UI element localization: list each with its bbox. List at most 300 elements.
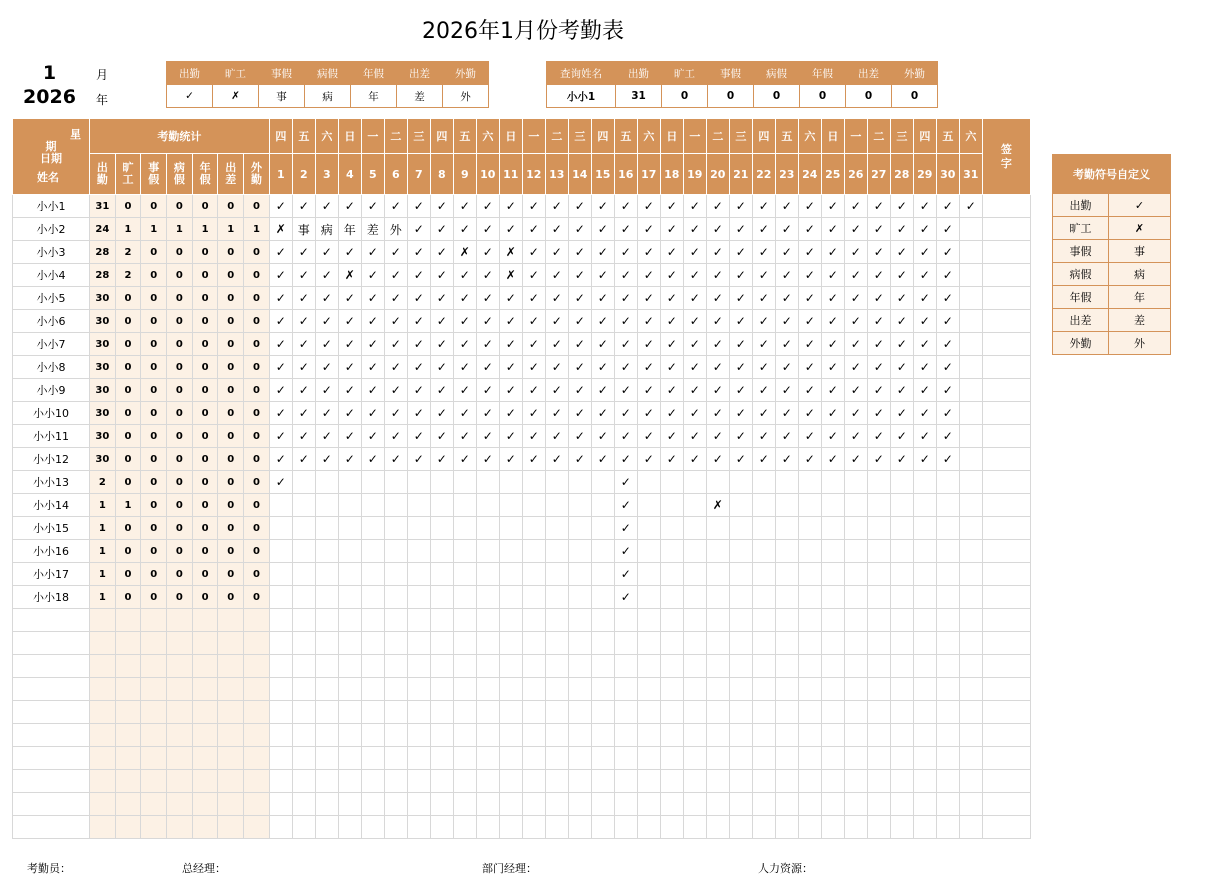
- empty-mark-cell[interactable]: [729, 770, 752, 793]
- empty-mark-cell[interactable]: [821, 678, 844, 701]
- attendance-mark-cell[interactable]: ✓: [315, 402, 338, 425]
- attendance-mark-cell[interactable]: ✓: [591, 287, 614, 310]
- attendance-mark-cell[interactable]: ✓: [867, 425, 890, 448]
- empty-mark-cell[interactable]: [683, 724, 706, 747]
- attendance-mark-cell[interactable]: ✓: [361, 333, 384, 356]
- empty-mark-cell[interactable]: [430, 609, 453, 632]
- empty-mark-cell[interactable]: [637, 632, 660, 655]
- empty-mark-cell[interactable]: [476, 678, 499, 701]
- empty-mark-cell[interactable]: [844, 701, 867, 724]
- attendance-mark-cell[interactable]: ✓: [614, 540, 637, 563]
- attendance-mark-cell[interactable]: ✓: [729, 195, 752, 218]
- empty-mark-cell[interactable]: [361, 770, 384, 793]
- empty-mark-cell[interactable]: [913, 770, 936, 793]
- empty-mark-cell[interactable]: [844, 678, 867, 701]
- attendance-mark-cell[interactable]: ✓: [476, 333, 499, 356]
- attendance-mark-cell[interactable]: ✓: [798, 425, 821, 448]
- signature-cell[interactable]: [982, 724, 1030, 747]
- empty-mark-cell[interactable]: [430, 816, 453, 839]
- attendance-mark-cell[interactable]: ✓: [821, 379, 844, 402]
- attendance-mark-cell[interactable]: ✓: [729, 333, 752, 356]
- empty-mark-cell[interactable]: [545, 724, 568, 747]
- attendance-mark-cell[interactable]: ✓: [913, 195, 936, 218]
- empty-mark-cell[interactable]: [614, 724, 637, 747]
- empty-mark-cell[interactable]: [614, 701, 637, 724]
- empty-mark-cell[interactable]: [338, 816, 361, 839]
- attendance-mark-cell[interactable]: [545, 586, 568, 609]
- empty-mark-cell[interactable]: [476, 724, 499, 747]
- attendance-mark-cell[interactable]: [867, 563, 890, 586]
- attendance-mark-cell[interactable]: ✓: [660, 448, 683, 471]
- empty-mark-cell[interactable]: [660, 655, 683, 678]
- empty-mark-cell[interactable]: [499, 632, 522, 655]
- symbol-glyph[interactable]: 外: [1109, 332, 1171, 355]
- empty-mark-cell[interactable]: [591, 793, 614, 816]
- attendance-mark-cell[interactable]: ✓: [752, 264, 775, 287]
- attendance-mark-cell[interactable]: ✓: [476, 310, 499, 333]
- empty-mark-cell[interactable]: [660, 724, 683, 747]
- attendance-mark-cell[interactable]: [292, 471, 315, 494]
- attendance-mark-cell[interactable]: [798, 563, 821, 586]
- attendance-mark-cell[interactable]: ✓: [430, 218, 453, 241]
- attendance-mark-cell[interactable]: ✓: [867, 448, 890, 471]
- signature-cell[interactable]: [982, 517, 1030, 540]
- empty-mark-cell[interactable]: [384, 678, 407, 701]
- attendance-mark-cell[interactable]: ✗: [338, 264, 361, 287]
- empty-mark-cell[interactable]: [798, 632, 821, 655]
- attendance-mark-cell[interactable]: [361, 494, 384, 517]
- empty-mark-cell[interactable]: [729, 678, 752, 701]
- attendance-mark-cell[interactable]: [729, 517, 752, 540]
- attendance-mark-cell[interactable]: [729, 540, 752, 563]
- attendance-mark-cell[interactable]: [798, 494, 821, 517]
- attendance-mark-cell[interactable]: ✓: [775, 402, 798, 425]
- empty-mark-cell[interactable]: [890, 793, 913, 816]
- attendance-mark-cell[interactable]: ✓: [683, 356, 706, 379]
- attendance-mark-cell[interactable]: [545, 517, 568, 540]
- attendance-mark-cell[interactable]: ✓: [430, 264, 453, 287]
- signature-cell[interactable]: [982, 770, 1030, 793]
- attendance-mark-cell[interactable]: [683, 471, 706, 494]
- attendance-mark-cell[interactable]: [867, 540, 890, 563]
- attendance-mark-cell[interactable]: ✓: [660, 333, 683, 356]
- empty-mark-cell[interactable]: [614, 770, 637, 793]
- attendance-mark-cell[interactable]: ✓: [430, 195, 453, 218]
- empty-mark-cell[interactable]: [752, 724, 775, 747]
- attendance-mark-cell[interactable]: ✓: [775, 195, 798, 218]
- attendance-mark-cell[interactable]: [269, 494, 292, 517]
- attendance-mark-cell[interactable]: ✓: [269, 471, 292, 494]
- attendance-mark-cell[interactable]: ✓: [384, 264, 407, 287]
- empty-mark-cell[interactable]: [706, 632, 729, 655]
- attendance-mark-cell[interactable]: ✓: [821, 264, 844, 287]
- attendance-mark-cell[interactable]: ✓: [338, 379, 361, 402]
- attendance-mark-cell[interactable]: ✓: [269, 310, 292, 333]
- attendance-mark-cell[interactable]: ✓: [453, 310, 476, 333]
- empty-mark-cell[interactable]: [752, 816, 775, 839]
- attendance-mark-cell[interactable]: ✓: [821, 333, 844, 356]
- signature-cell[interactable]: [982, 310, 1030, 333]
- attendance-mark-cell[interactable]: ✓: [752, 333, 775, 356]
- attendance-mark-cell[interactable]: ✓: [453, 287, 476, 310]
- empty-mark-cell[interactable]: [361, 724, 384, 747]
- empty-mark-cell[interactable]: [269, 678, 292, 701]
- symbol-glyph[interactable]: 年: [1109, 286, 1171, 309]
- attendance-mark-cell[interactable]: [959, 379, 982, 402]
- attendance-mark-cell[interactable]: ✓: [338, 310, 361, 333]
- attendance-mark-cell[interactable]: [959, 586, 982, 609]
- empty-mark-cell[interactable]: [936, 701, 959, 724]
- attendance-mark-cell[interactable]: ✓: [867, 241, 890, 264]
- attendance-mark-cell[interactable]: [522, 586, 545, 609]
- attendance-mark-cell[interactable]: ✓: [798, 310, 821, 333]
- empty-mark-cell[interactable]: [384, 724, 407, 747]
- empty-mark-cell[interactable]: [936, 655, 959, 678]
- attendance-mark-cell[interactable]: [706, 540, 729, 563]
- attendance-mark-cell[interactable]: ✓: [568, 402, 591, 425]
- attendance-mark-cell[interactable]: ✓: [729, 448, 752, 471]
- attendance-mark-cell[interactable]: [315, 517, 338, 540]
- attendance-mark-cell[interactable]: ✓: [453, 195, 476, 218]
- attendance-mark-cell[interactable]: [476, 586, 499, 609]
- month-value[interactable]: 1: [42, 62, 57, 84]
- attendance-mark-cell[interactable]: [844, 563, 867, 586]
- empty-mark-cell[interactable]: [338, 724, 361, 747]
- empty-mark-cell[interactable]: [315, 632, 338, 655]
- attendance-mark-cell[interactable]: [338, 563, 361, 586]
- attendance-mark-cell[interactable]: [315, 563, 338, 586]
- attendance-mark-cell[interactable]: ✓: [568, 287, 591, 310]
- empty-mark-cell[interactable]: [867, 793, 890, 816]
- empty-mark-cell[interactable]: [913, 747, 936, 770]
- attendance-mark-cell[interactable]: [522, 563, 545, 586]
- empty-mark-cell[interactable]: [499, 701, 522, 724]
- empty-mark-cell[interactable]: [706, 770, 729, 793]
- empty-mark-cell[interactable]: [775, 724, 798, 747]
- attendance-mark-cell[interactable]: [821, 517, 844, 540]
- attendance-mark-cell[interactable]: ✓: [775, 241, 798, 264]
- attendance-mark-cell[interactable]: ✓: [292, 448, 315, 471]
- attendance-mark-cell[interactable]: [269, 517, 292, 540]
- attendance-mark-cell[interactable]: ✓: [614, 333, 637, 356]
- attendance-mark-cell[interactable]: ✓: [476, 218, 499, 241]
- attendance-mark-cell[interactable]: [959, 448, 982, 471]
- attendance-mark-cell[interactable]: ✓: [453, 333, 476, 356]
- attendance-mark-cell[interactable]: ✓: [660, 218, 683, 241]
- attendance-mark-cell[interactable]: 差: [361, 218, 384, 241]
- empty-mark-cell[interactable]: [269, 724, 292, 747]
- attendance-mark-cell[interactable]: [775, 517, 798, 540]
- empty-mark-cell[interactable]: [292, 793, 315, 816]
- empty-mark-cell[interactable]: [890, 609, 913, 632]
- attendance-mark-cell[interactable]: ✓: [752, 379, 775, 402]
- attendance-mark-cell[interactable]: [706, 586, 729, 609]
- empty-mark-cell[interactable]: [959, 655, 982, 678]
- signature-cell[interactable]: [982, 264, 1030, 287]
- empty-mark-cell[interactable]: [522, 632, 545, 655]
- empty-mark-cell[interactable]: [821, 816, 844, 839]
- empty-mark-cell[interactable]: [476, 632, 499, 655]
- attendance-mark-cell[interactable]: ✓: [384, 448, 407, 471]
- empty-mark-cell[interactable]: [936, 793, 959, 816]
- attendance-mark-cell[interactable]: [407, 494, 430, 517]
- attendance-mark-cell[interactable]: ✓: [660, 356, 683, 379]
- attendance-mark-cell[interactable]: ✓: [361, 310, 384, 333]
- empty-mark-cell[interactable]: [499, 655, 522, 678]
- signature-cell[interactable]: [982, 287, 1030, 310]
- attendance-mark-cell[interactable]: ✓: [292, 241, 315, 264]
- attendance-mark-cell[interactable]: ✓: [637, 310, 660, 333]
- year-value[interactable]: 2026: [23, 86, 76, 108]
- attendance-mark-cell[interactable]: [867, 517, 890, 540]
- empty-mark-cell[interactable]: [637, 655, 660, 678]
- attendance-mark-cell[interactable]: ✓: [614, 402, 637, 425]
- attendance-mark-cell[interactable]: ✓: [476, 241, 499, 264]
- attendance-mark-cell[interactable]: ✓: [637, 448, 660, 471]
- empty-name-cell[interactable]: [13, 701, 90, 724]
- empty-mark-cell[interactable]: [959, 632, 982, 655]
- attendance-mark-cell[interactable]: [959, 402, 982, 425]
- empty-mark-cell[interactable]: [706, 747, 729, 770]
- symbol-glyph[interactable]: ✗: [1109, 217, 1171, 240]
- attendance-mark-cell[interactable]: [430, 517, 453, 540]
- empty-mark-cell[interactable]: [407, 724, 430, 747]
- empty-mark-cell[interactable]: [453, 747, 476, 770]
- attendance-mark-cell[interactable]: ✓: [706, 448, 729, 471]
- attendance-mark-cell[interactable]: ✓: [637, 356, 660, 379]
- attendance-mark-cell[interactable]: [913, 586, 936, 609]
- signature-cell[interactable]: [982, 816, 1030, 839]
- attendance-mark-cell[interactable]: ✓: [775, 287, 798, 310]
- attendance-mark-cell[interactable]: ✓: [315, 264, 338, 287]
- attendance-mark-cell[interactable]: [430, 563, 453, 586]
- attendance-mark-cell[interactable]: 外: [384, 218, 407, 241]
- attendance-mark-cell[interactable]: [430, 540, 453, 563]
- empty-mark-cell[interactable]: [499, 816, 522, 839]
- attendance-mark-cell[interactable]: ✓: [568, 333, 591, 356]
- empty-mark-cell[interactable]: [430, 678, 453, 701]
- attendance-mark-cell[interactable]: [499, 517, 522, 540]
- attendance-mark-cell[interactable]: [729, 471, 752, 494]
- attendance-mark-cell[interactable]: ✓: [338, 402, 361, 425]
- attendance-mark-cell[interactable]: [545, 494, 568, 517]
- attendance-mark-cell[interactable]: ✓: [936, 356, 959, 379]
- attendance-mark-cell[interactable]: ✓: [430, 379, 453, 402]
- attendance-mark-cell[interactable]: [637, 471, 660, 494]
- empty-mark-cell[interactable]: [775, 747, 798, 770]
- empty-mark-cell[interactable]: [913, 793, 936, 816]
- signature-cell[interactable]: [982, 632, 1030, 655]
- empty-mark-cell[interactable]: [292, 770, 315, 793]
- attendance-mark-cell[interactable]: [568, 540, 591, 563]
- attendance-mark-cell[interactable]: [361, 540, 384, 563]
- attendance-mark-cell[interactable]: ✓: [315, 425, 338, 448]
- attendance-mark-cell[interactable]: [936, 540, 959, 563]
- empty-mark-cell[interactable]: [890, 655, 913, 678]
- attendance-mark-cell[interactable]: ✓: [752, 448, 775, 471]
- attendance-mark-cell[interactable]: ✓: [729, 218, 752, 241]
- empty-mark-cell[interactable]: [522, 701, 545, 724]
- empty-mark-cell[interactable]: [522, 816, 545, 839]
- attendance-mark-cell[interactable]: ✓: [522, 356, 545, 379]
- attendance-mark-cell[interactable]: ✗: [499, 264, 522, 287]
- attendance-mark-cell[interactable]: [867, 586, 890, 609]
- empty-mark-cell[interactable]: [959, 816, 982, 839]
- empty-mark-cell[interactable]: [545, 793, 568, 816]
- attendance-mark-cell[interactable]: ✓: [269, 333, 292, 356]
- attendance-mark-cell[interactable]: ✓: [683, 379, 706, 402]
- attendance-mark-cell[interactable]: ✓: [729, 241, 752, 264]
- attendance-mark-cell[interactable]: ✓: [591, 425, 614, 448]
- attendance-mark-cell[interactable]: ✓: [407, 333, 430, 356]
- attendance-mark-cell[interactable]: [384, 494, 407, 517]
- empty-mark-cell[interactable]: [476, 816, 499, 839]
- empty-mark-cell[interactable]: [361, 632, 384, 655]
- attendance-mark-cell[interactable]: ✓: [545, 287, 568, 310]
- empty-mark-cell[interactable]: [453, 678, 476, 701]
- attendance-mark-cell[interactable]: ✓: [729, 287, 752, 310]
- attendance-mark-cell[interactable]: ✓: [614, 264, 637, 287]
- attendance-mark-cell[interactable]: [338, 586, 361, 609]
- attendance-mark-cell[interactable]: ✓: [522, 287, 545, 310]
- empty-mark-cell[interactable]: [476, 701, 499, 724]
- empty-mark-cell[interactable]: [775, 770, 798, 793]
- empty-mark-cell[interactable]: [338, 678, 361, 701]
- attendance-mark-cell[interactable]: ✓: [752, 218, 775, 241]
- empty-mark-cell[interactable]: [959, 793, 982, 816]
- attendance-mark-cell[interactable]: [522, 540, 545, 563]
- attendance-mark-cell[interactable]: [637, 494, 660, 517]
- empty-mark-cell[interactable]: [614, 747, 637, 770]
- empty-mark-cell[interactable]: [407, 701, 430, 724]
- empty-name-cell[interactable]: [13, 724, 90, 747]
- empty-mark-cell[interactable]: [752, 632, 775, 655]
- empty-mark-cell[interactable]: [292, 816, 315, 839]
- empty-mark-cell[interactable]: [867, 655, 890, 678]
- attendance-mark-cell[interactable]: ✓: [568, 310, 591, 333]
- attendance-mark-cell[interactable]: ✓: [913, 264, 936, 287]
- empty-mark-cell[interactable]: [545, 632, 568, 655]
- attendance-mark-cell[interactable]: ✓: [752, 287, 775, 310]
- signature-cell[interactable]: [982, 563, 1030, 586]
- empty-mark-cell[interactable]: [522, 793, 545, 816]
- empty-mark-cell[interactable]: [798, 678, 821, 701]
- attendance-mark-cell[interactable]: ✓: [798, 448, 821, 471]
- attendance-mark-cell[interactable]: ✓: [683, 448, 706, 471]
- empty-mark-cell[interactable]: [683, 816, 706, 839]
- empty-mark-cell[interactable]: [821, 793, 844, 816]
- attendance-mark-cell[interactable]: [959, 517, 982, 540]
- attendance-mark-cell[interactable]: ✓: [499, 287, 522, 310]
- attendance-mark-cell[interactable]: [591, 494, 614, 517]
- attendance-mark-cell[interactable]: [844, 471, 867, 494]
- empty-mark-cell[interactable]: [522, 747, 545, 770]
- empty-mark-cell[interactable]: [913, 701, 936, 724]
- attendance-mark-cell[interactable]: ✓: [453, 425, 476, 448]
- empty-mark-cell[interactable]: [384, 770, 407, 793]
- attendance-mark-cell[interactable]: ✓: [338, 333, 361, 356]
- attendance-mark-cell[interactable]: ✓: [591, 356, 614, 379]
- attendance-mark-cell[interactable]: ✓: [913, 448, 936, 471]
- attendance-mark-cell[interactable]: ✓: [867, 287, 890, 310]
- empty-name-cell[interactable]: [13, 770, 90, 793]
- attendance-mark-cell[interactable]: [706, 563, 729, 586]
- attendance-mark-cell[interactable]: ✓: [499, 356, 522, 379]
- empty-mark-cell[interactable]: [936, 678, 959, 701]
- attendance-mark-cell[interactable]: [913, 563, 936, 586]
- attendance-mark-cell[interactable]: [959, 563, 982, 586]
- attendance-mark-cell[interactable]: [522, 517, 545, 540]
- empty-mark-cell[interactable]: [407, 770, 430, 793]
- empty-mark-cell[interactable]: [361, 793, 384, 816]
- empty-mark-cell[interactable]: [867, 816, 890, 839]
- empty-mark-cell[interactable]: [890, 770, 913, 793]
- attendance-mark-cell[interactable]: [361, 517, 384, 540]
- attendance-mark-cell[interactable]: ✓: [292, 425, 315, 448]
- attendance-mark-cell[interactable]: [637, 540, 660, 563]
- attendance-mark-cell[interactable]: [752, 494, 775, 517]
- empty-mark-cell[interactable]: [775, 609, 798, 632]
- attendance-mark-cell[interactable]: ✓: [499, 425, 522, 448]
- empty-mark-cell[interactable]: [936, 724, 959, 747]
- empty-mark-cell[interactable]: [752, 701, 775, 724]
- empty-mark-cell[interactable]: [798, 701, 821, 724]
- attendance-mark-cell[interactable]: ✓: [407, 264, 430, 287]
- attendance-mark-cell[interactable]: ✓: [453, 402, 476, 425]
- attendance-mark-cell[interactable]: ✓: [545, 218, 568, 241]
- empty-mark-cell[interactable]: [407, 747, 430, 770]
- attendance-mark-cell[interactable]: ✓: [568, 425, 591, 448]
- attendance-mark-cell[interactable]: ✓: [913, 402, 936, 425]
- attendance-mark-cell[interactable]: ✓: [752, 195, 775, 218]
- empty-mark-cell[interactable]: [499, 747, 522, 770]
- empty-mark-cell[interactable]: [729, 724, 752, 747]
- attendance-mark-cell[interactable]: [913, 540, 936, 563]
- attendance-mark-cell[interactable]: ✓: [821, 425, 844, 448]
- empty-mark-cell[interactable]: [706, 701, 729, 724]
- attendance-mark-cell[interactable]: ✓: [499, 402, 522, 425]
- attendance-mark-cell[interactable]: [453, 471, 476, 494]
- attendance-mark-cell[interactable]: ✓: [936, 241, 959, 264]
- attendance-mark-cell[interactable]: [729, 563, 752, 586]
- empty-name-cell[interactable]: [13, 678, 90, 701]
- empty-mark-cell[interactable]: [775, 678, 798, 701]
- attendance-mark-cell[interactable]: [821, 563, 844, 586]
- attendance-mark-cell[interactable]: [384, 471, 407, 494]
- empty-mark-cell[interactable]: [453, 609, 476, 632]
- attendance-mark-cell[interactable]: ✓: [292, 195, 315, 218]
- attendance-mark-cell[interactable]: ✓: [568, 241, 591, 264]
- empty-mark-cell[interactable]: [568, 747, 591, 770]
- attendance-mark-cell[interactable]: ✓: [476, 379, 499, 402]
- empty-mark-cell[interactable]: [568, 770, 591, 793]
- attendance-mark-cell[interactable]: ✓: [913, 356, 936, 379]
- attendance-mark-cell[interactable]: ✓: [338, 287, 361, 310]
- attendance-mark-cell[interactable]: ✗: [269, 218, 292, 241]
- attendance-mark-cell[interactable]: [591, 517, 614, 540]
- attendance-mark-cell[interactable]: ✓: [384, 195, 407, 218]
- empty-mark-cell[interactable]: [499, 678, 522, 701]
- empty-mark-cell[interactable]: [706, 609, 729, 632]
- empty-mark-cell[interactable]: [867, 632, 890, 655]
- attendance-mark-cell[interactable]: [545, 563, 568, 586]
- attendance-mark-cell[interactable]: ✓: [660, 195, 683, 218]
- attendance-mark-cell[interactable]: ✓: [269, 425, 292, 448]
- attendance-mark-cell[interactable]: ✓: [936, 218, 959, 241]
- attendance-mark-cell[interactable]: ✓: [798, 379, 821, 402]
- attendance-mark-cell[interactable]: [775, 563, 798, 586]
- attendance-mark-cell[interactable]: ✓: [384, 356, 407, 379]
